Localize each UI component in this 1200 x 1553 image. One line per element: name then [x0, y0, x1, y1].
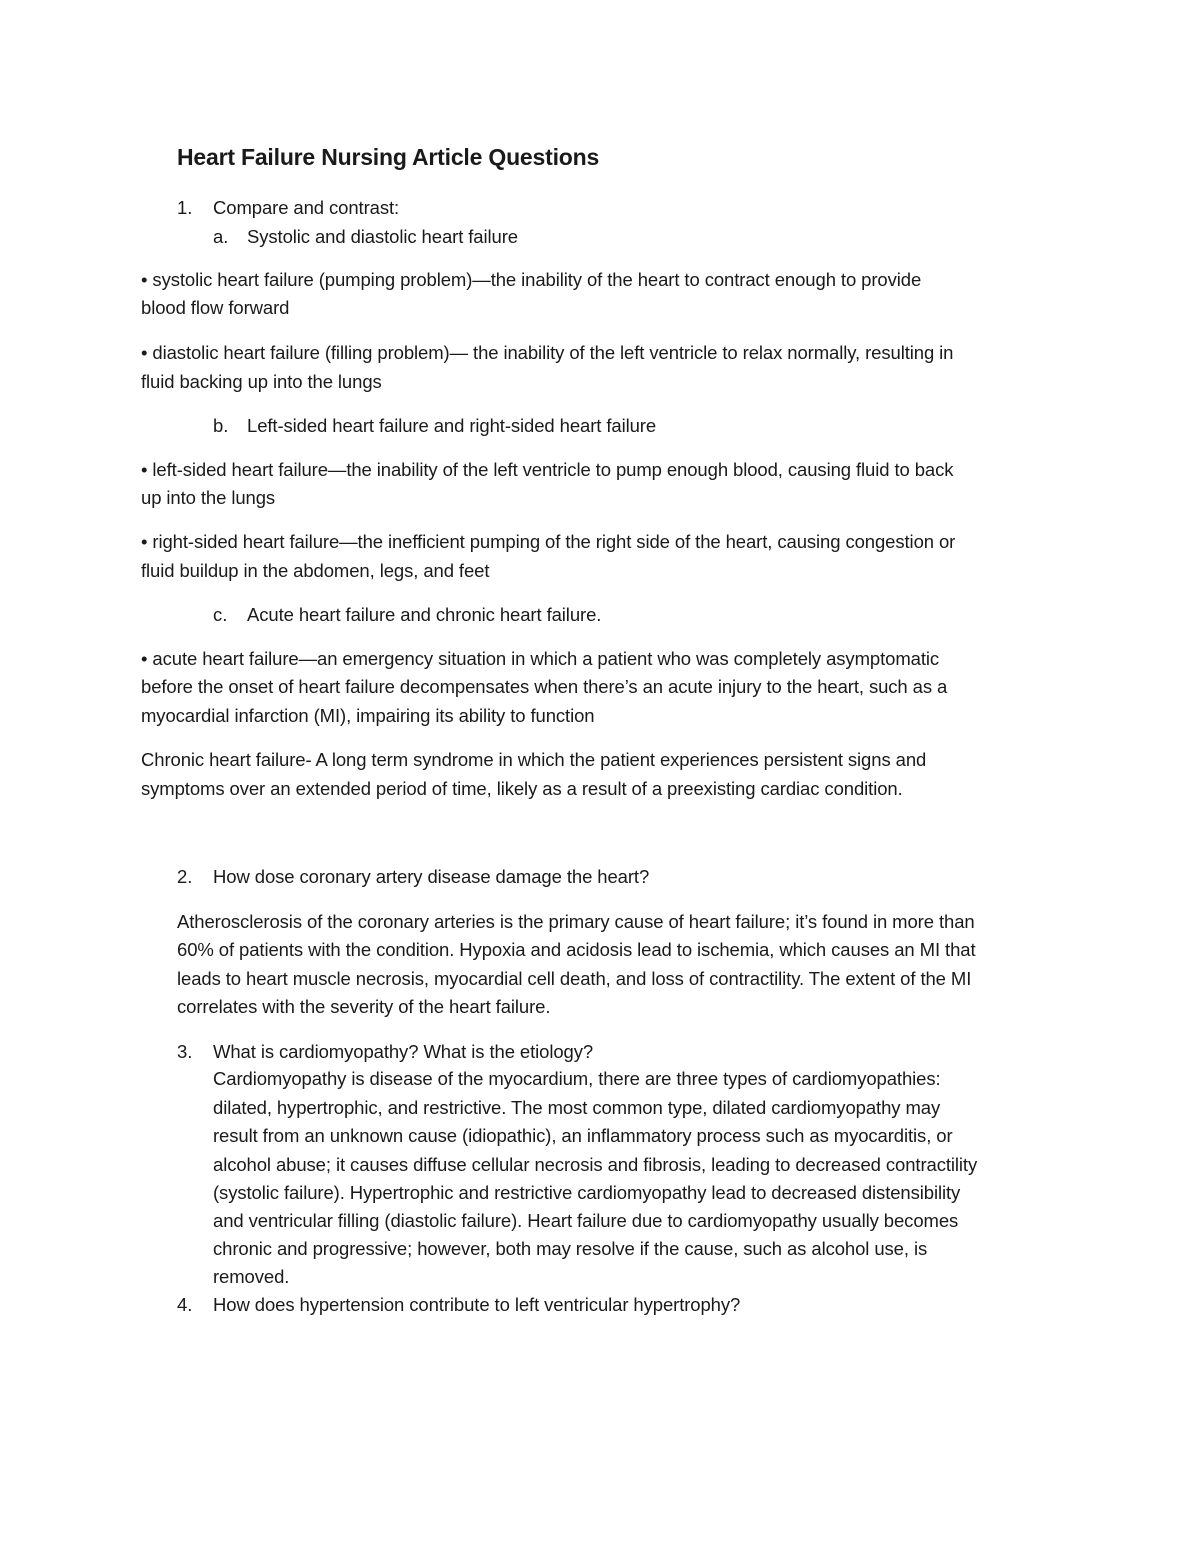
q4-text: How does hypertension contribute to left ventricular hypertrophy?: [213, 1294, 741, 1315]
q1a-bullet2-line1: • diastolic heart failure (filling problem)— the inability of the left ventricle to relax normally, resulting in: [141, 342, 954, 363]
q3-number: 3.: [177, 1041, 193, 1062]
q2-text: How dose coronary artery disease damage the heart?: [213, 866, 650, 887]
q1c-bullet1-line1: • acute heart failure—an emergency situation in which a patient who was completely asymptomatic: [141, 648, 940, 669]
q3-answer-line7: chronic and progressive; however, both may resolve if the cause, such as alcohol use, is: [213, 1238, 928, 1259]
q3-answer-line6: and ventricular filling (diastolic failure). Heart failure due to cardiomyopathy usually becomes: [213, 1210, 959, 1231]
q4-number: 4.: [177, 1294, 193, 1315]
q2-answer-line1: Atherosclerosis of the coronary arteries is the primary cause of heart failure; it’s found in more than: [177, 911, 975, 932]
q1b-bullet2-line2: fluid buildup in the abdomen, legs, and feet: [141, 560, 490, 581]
q3-answer-line1: Cardiomyopathy is disease of the myocardium, there are three types of cardiomyopathies:: [213, 1068, 941, 1089]
q3-answer-line5: (systolic failure). Hypertrophic and restrictive cardiomyopathy lead to decreased distensibility: [213, 1182, 961, 1203]
page-title: Heart Failure Nursing Article Questions: [177, 144, 600, 170]
q1c-bullet1-line3: myocardial infarction (MI), impairing its ability to function: [141, 705, 595, 726]
q1-text: Compare and contrast:: [213, 197, 400, 218]
q3-answer-line2: dilated, hypertrophic, and restrictive. The most common type, dilated cardiomyopathy may: [213, 1097, 941, 1118]
q1b-letter: b.: [213, 415, 229, 436]
q1a-bullet1-line2: blood flow forward: [141, 297, 290, 318]
q1b-bullet2-line1: • right-sided heart failure—the inefficient pumping of the right side of the heart, causing congestion or: [141, 531, 956, 552]
q3-text: What is cardiomyopathy? What is the etiology?: [213, 1041, 594, 1062]
q2-number: 2.: [177, 866, 193, 887]
q1c-bullet1-line2: before the onset of heart failure decompensates when there’s an acute injury to the heart, such as a: [141, 676, 948, 697]
q1b-bullet1-line1: • left-sided heart failure—the inability of the left ventricle to pump enough blood, causing fluid to back: [141, 459, 954, 480]
q3-answer-line4: alcohol abuse; it causes diffuse cellular necrosis and fibrosis, leading to decreased contractility: [213, 1154, 978, 1175]
q1-number: 1.: [177, 197, 193, 218]
q3-answer-line3: result from an unknown cause (idiopathic), an inflammatory process such as myocarditis, or: [213, 1125, 953, 1146]
q1c-para-line1: Chronic heart failure- A long term syndrome in which the patient experiences persistent signs and: [141, 749, 927, 770]
q1a-bullet1-line1: • systolic heart failure (pumping problem)—the inability of the heart to contract enough to provide: [141, 269, 922, 290]
q1c-text: Acute heart failure and chronic heart failure.: [247, 604, 602, 625]
q2-answer-line2: 60% of patients with the condition. Hypoxia and acidosis lead to ischemia, which causes an MI that: [177, 939, 976, 960]
q2-answer-line3: leads to heart muscle necrosis, myocardial cell death, and loss of contractility. The extent of the MI: [177, 968, 972, 989]
q1a-bullet2-line2: fluid backing up into the lungs: [141, 371, 382, 392]
q1a-text: Systolic and diastolic heart failure: [247, 226, 518, 247]
q1b-text: Left-sided heart failure and right-sided heart failure: [247, 415, 657, 436]
q1c-para-line2: symptoms over an extended period of time, likely as a result of a preexisting cardiac condition.: [141, 778, 903, 799]
q2-answer-line4: correlates with the severity of the heart failure.: [177, 996, 551, 1017]
q3-answer-line8: removed.: [213, 1266, 290, 1287]
q1b-bullet1-line2: up into the lungs: [141, 487, 276, 508]
q1c-letter: c.: [213, 604, 228, 625]
q1a-letter: a.: [213, 226, 229, 247]
